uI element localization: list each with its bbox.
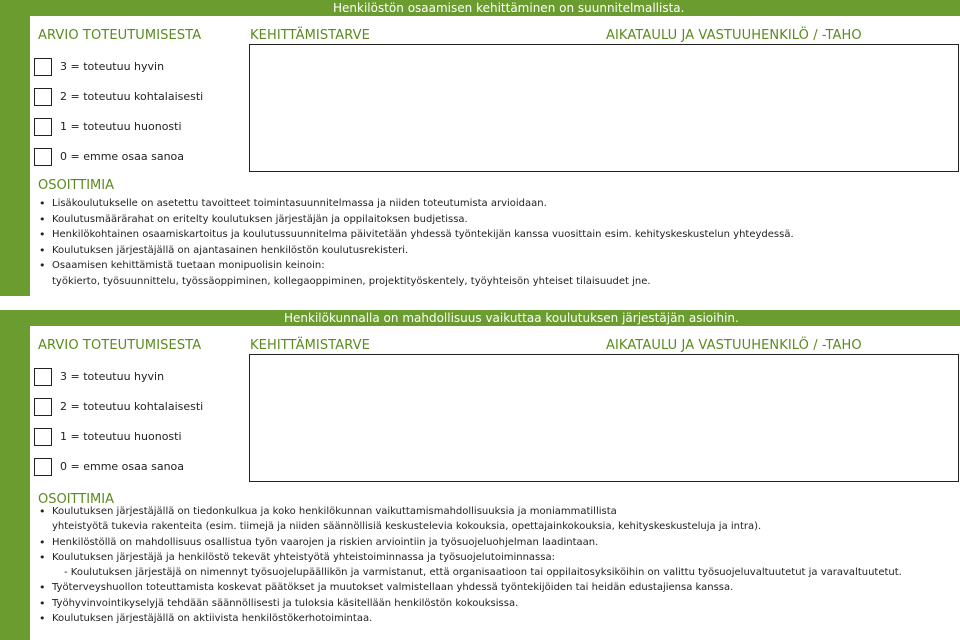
indicator-item: • Työterveyshuollon toteuttamista koskevat päätökset ja muutokset valmistellaan yhdessä työntekijöiden tai heidän edustajiensa kanssa. (38, 580, 902, 595)
indicator-item: • Henkilökohtainen osaamiskartoitus ja koulutussuunnitelma päivitetään yhdessä työntekijän kanssa vuosittain esim. kehityskeskustelun yhteydessä. (38, 227, 794, 243)
rating-label: 0 = emme osaa sanoa (60, 150, 185, 163)
development-need-textarea[interactable] (249, 354, 959, 482)
section-staff-influence (0, 310, 960, 640)
rating-label: 1 = toteutuu huonosti (60, 120, 182, 133)
rating-label: 0 = emme osaa sanoa (60, 460, 185, 473)
column-header-schedule: AIKATAULU JA VASTUUHENKILÖ / -TAHO (606, 28, 862, 43)
indicator-continuation: työkierto, työsuunnittelu, työssäoppiminen, kollegaoppiminen, projektityöskentely, työyhteisön yhteiset tilaisuudet jne. (52, 275, 651, 287)
indicators-heading: OSOITTIMIA (38, 492, 114, 507)
indicator-item: • Koulutuksen järjestäjällä on ajantasainen henkilöstön koulutusrekisteri. (38, 243, 794, 259)
rating-label: 2 = toteutuu kohtalaisesti (60, 90, 204, 103)
column-header-development-need: KEHITTÄMISTARVE (250, 28, 370, 43)
rating-label: 3 = toteutuu hyvin (60, 370, 165, 383)
indicator-item: • Koulutuksen järjestäjällä on aktiivista henkilöstökerhotoimintaa. (38, 611, 902, 626)
section-side-bar (0, 310, 30, 640)
section-banner (30, 310, 960, 326)
development-need-textarea[interactable] (249, 44, 959, 172)
column-header-schedule: AIKATAULU JA VASTUUHENKILÖ / -TAHO (606, 338, 862, 353)
section-title: Henkilökunnalla on mahdollisuus vaikuttaa koulutuksen järjestäjän asioihin. (284, 311, 739, 325)
indicator-item: • Koulutuksen järjestäjä ja henkilöstö tekevät yhteistyötä yhteistoiminnassa ja työsuojelutoiminnassa: (38, 550, 902, 565)
column-header-assessment: ARVIO TOTEUTUMISESTA (38, 338, 202, 353)
indicators-heading: OSOITTIMIA (38, 178, 114, 193)
indicator-item: • Lisäkoulutukselle on asetettu tavoitteet toimintasuunnitelmassa ja niiden toteutumista arvioidaan. (38, 196, 794, 212)
indicator-item: • Työhyvinvointikyselyjä tehdään säännöllisesti ja tuloksia käsitellään henkilöstön kokouksissa. (38, 596, 902, 611)
rating-checkbox[interactable] (34, 148, 52, 166)
rating-checkbox[interactable] (34, 88, 52, 106)
rating-checkbox[interactable] (34, 428, 52, 446)
indicator-subitem: - Koulutuksen järjestäjä on nimennyt työsuojelupäällikön ja varmistanut, että organisaatioon tai oppilaitosyksiköihin on valittu työsuojeluvaltuutetut ja varavaltuutetut. (64, 567, 902, 579)
section-side-bar (0, 0, 30, 296)
section-staff-competence (0, 0, 960, 296)
indicator-item: • Osaamisen kehittämistä tuetaan monipuolisin keinoin: (38, 258, 794, 274)
rating-checkbox[interactable] (34, 368, 52, 386)
section-title: Henkilöstön osaamisen kehittäminen on suunnitelmallista. (333, 1, 685, 15)
indicator-continuation: yhteistyötä tukevia rakenteita (esim. tiimejä ja niiden säännöllisiä keskustelevia kokouksia, opettajainkokouksia, kehityskeskusteluja ja intra). (52, 521, 762, 533)
rating-checkbox[interactable] (34, 398, 52, 416)
indicator-list (38, 196, 794, 289)
section-banner (30, 0, 960, 16)
indicator-item: • Henkilöstöllä on mahdollisuus osallistua työn vaarojen ja riskien arviointiin ja työsuojeluohjelman laadintaan. (38, 535, 902, 550)
rating-checkbox[interactable] (34, 58, 52, 76)
rating-label: 2 = toteutuu kohtalaisesti (60, 400, 204, 413)
rating-label: 1 = toteutuu huonosti (60, 430, 182, 443)
column-header-development-need: KEHITTÄMISTARVE (250, 338, 370, 353)
rating-checkbox[interactable] (34, 458, 52, 476)
indicator-item: • Koulutuksen järjestäjällä on tiedonkulkua ja koko henkilökunnan vaikuttamismahdollisuuksia ja moniammatillista (38, 504, 902, 519)
indicator-list (38, 504, 902, 626)
column-header-assessment: ARVIO TOTEUTUMISESTA (38, 28, 202, 43)
indicator-item: • Koulutusmäärärahat on eritelty koulutuksen järjestäjän ja oppilaitoksen budjetissa. (38, 212, 794, 228)
rating-label: 3 = toteutuu hyvin (60, 60, 165, 73)
rating-checkbox[interactable] (34, 118, 52, 136)
